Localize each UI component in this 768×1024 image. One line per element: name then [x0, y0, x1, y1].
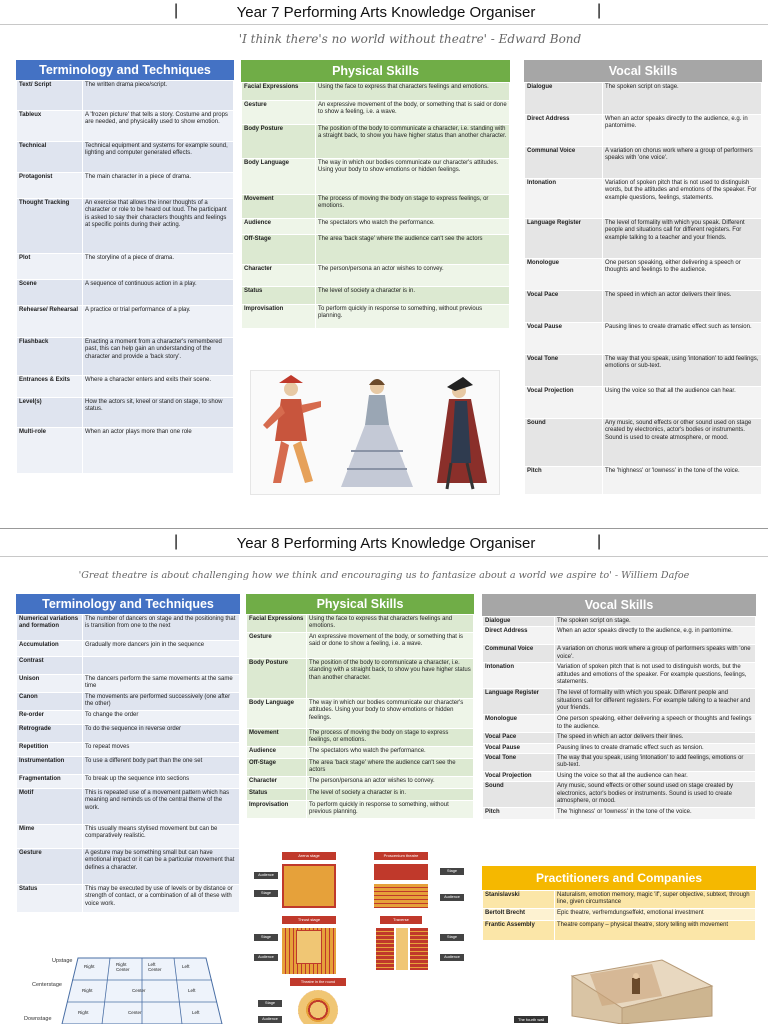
definition-cell: How the actors sit, kneel or stand on stage, to show status.: [83, 398, 234, 428]
term-cell: Vocal Pause: [525, 323, 603, 355]
centerstage-label: Centerstage: [32, 982, 62, 988]
table-row: [483, 771, 756, 781]
thrust-stage-floor: [296, 930, 322, 964]
definition-cell: Any music, sound effects or other sound used on stage created by electronics, actor's bodies or instruments. Sound is used to create atmosphere, or mood.: [555, 782, 756, 808]
term-cell: Level(s): [17, 398, 83, 428]
stage-cell: Right: [78, 1010, 89, 1015]
definition-cell: The area 'back stage' where the audience can't see the actors: [316, 235, 510, 265]
table-row: [17, 280, 234, 306]
table-row: [17, 376, 234, 398]
definition-cell: A variation on chorus work where a group of performers speaks with 'one voice'.: [603, 147, 762, 179]
definition-cell: Theatre company – physical theatre, story telling with movement: [555, 921, 756, 941]
table-row: [525, 467, 762, 495]
table-row: [242, 219, 510, 235]
definition-cell: The level of society a character is in.: [316, 287, 510, 305]
stage-cell: Left: [182, 964, 190, 969]
table-row: [247, 729, 474, 747]
stage-label: Stage: [258, 1000, 282, 1007]
term-cell: Re-order: [17, 711, 83, 725]
term-cell: Monologue: [525, 259, 603, 291]
audience-label: Audience: [254, 872, 278, 879]
definition-cell: The spectators who watch the performance.: [316, 219, 510, 235]
definition-cell: To perform quickly in response to something, without previous planning.: [307, 800, 474, 818]
term-cell: Frantic Assembly: [483, 921, 555, 941]
definition-cell: Epic theatre, verfremdungseffekt, emotional investment: [555, 909, 756, 921]
definition-cell: When an actor speaks directly to the audience, e.g. in pantomime.: [555, 627, 756, 645]
y8-terminology-heading: Terminology and Techniques: [16, 594, 240, 614]
stage-label: Stage: [440, 868, 464, 875]
table-row: [525, 115, 762, 147]
term-cell: Language Register: [525, 219, 603, 259]
definition-cell: One person speaking, either delivering a speech or thoughts and feelings to the audience.: [555, 715, 756, 733]
term-cell: Language Register: [483, 689, 555, 715]
term-cell: Intonation: [483, 663, 555, 689]
table-row: [17, 111, 234, 142]
term-cell: Numerical variations and formation: [17, 615, 83, 641]
table-row: [525, 259, 762, 291]
term-cell: Protagonist: [17, 173, 83, 199]
traverse-seats-left: [376, 928, 394, 970]
definition-cell: The position of the body to communicate a character, i.e. standing with a straight back, to show you have higher status than another character.: [307, 659, 474, 699]
term-cell: Status: [17, 885, 83, 913]
definition-cell: A variation on chorus work where a group of performers speaks with 'one voice'.: [555, 645, 756, 663]
definition-cell: The way that you speak, using 'intonation' to add feelings, emotions or sub-text.: [603, 355, 762, 387]
term-cell: Pitch: [483, 808, 555, 820]
stage-type-label: Theatre in the round: [290, 978, 346, 986]
definition-cell: The number of dancers on stage and the positioning that is transition from one to the next: [83, 615, 240, 641]
y7-terminology-heading: Terminology and Techniques: [16, 60, 234, 80]
y7-vocal-heading: Vocal Skills: [524, 60, 762, 82]
term-cell: Gesture: [17, 849, 83, 885]
fourth-wall-illustration: [512, 956, 748, 1024]
definition-cell: To perform quickly in response to something, without previous planning.: [316, 305, 510, 329]
table-row: [17, 825, 240, 849]
table-row: [17, 885, 240, 913]
term-cell: Scene: [17, 280, 83, 306]
y8-terminology-table: [16, 614, 240, 913]
table-row: [17, 725, 240, 743]
table-row: [483, 617, 756, 627]
arena-stage-shape: [282, 864, 336, 908]
term-cell: Multi-role: [17, 428, 83, 474]
definition-cell: An exercise that allows the inner thoughts of a character or role to be heard out loud. The participant is asked to say their characters thoughts and feelings at specific points during their acting.: [83, 199, 234, 254]
definition-cell: Any music, sound effects or other sound used on stage created by electronics, actor's bodies or instruments. Sound is used to create atmosphere, or mood.: [603, 419, 762, 467]
term-cell: Vocal Tone: [525, 355, 603, 387]
definition-cell: A 'frozen picture' that tells a story. Costume and props are needed, and physicality used to show emotion.: [83, 111, 234, 142]
y8-physical-heading: Physical Skills: [246, 594, 474, 614]
y8-practitioners-heading: Practitioners and Companies: [482, 866, 756, 890]
table-row: [483, 627, 756, 645]
table-row: [247, 659, 474, 699]
definition-cell: The level of society a character is in.: [307, 788, 474, 800]
proscenium-stage-shape: [374, 864, 428, 880]
table-row: [17, 142, 234, 173]
table-row: [17, 789, 240, 825]
term-cell: Status: [247, 788, 307, 800]
table-row: [17, 306, 234, 338]
definition-cell: The level of formality with which you speak. Different people and situations call for different registers. For example talking to a teacher and your friends.: [555, 689, 756, 715]
table-row: [242, 195, 510, 219]
definition-cell: The main character in a piece of drama.: [83, 173, 234, 199]
definition-cell: An expressive movement of the body, or something that is said or done to show a feeling, i.e. a wave.: [316, 101, 510, 125]
definition-cell: The spoken script on stage.: [555, 617, 756, 627]
term-cell: Intonation: [525, 179, 603, 219]
definition-cell: [83, 657, 240, 675]
definition-cell: Technical equipment and systems for example sound, lighting and computer generated effects.: [83, 142, 234, 173]
table-row: [483, 689, 756, 715]
term-cell: Canon: [17, 693, 83, 711]
table-row: [483, 808, 756, 820]
definition-cell: The position of the body to communicate a character, i.e. standing with a straight back, to show you have higher status than another character.: [316, 125, 510, 159]
term-cell: Pitch: [525, 467, 603, 495]
term-cell: Improvisation: [242, 305, 316, 329]
term-cell: Character: [242, 265, 316, 287]
term-cell: Direct Address: [525, 115, 603, 147]
term-cell: Stanislavski: [483, 891, 555, 909]
stage-cell: Left Center: [148, 962, 162, 972]
title-divider-right: |: [597, 533, 602, 550]
table-row: [247, 633, 474, 659]
table-row: [483, 715, 756, 733]
table-row: [247, 615, 474, 633]
y8-practitioners-panel: [482, 866, 756, 950]
term-cell: Motif: [17, 789, 83, 825]
definition-cell: Naturalism, emotion memory, magic 'if', super objective, subtext, through line, given circumstance: [555, 891, 756, 909]
definition-cell: Gradually more dancers join in the sequence: [83, 641, 240, 657]
definition-cell: The movements are performed successively (one after the other): [83, 693, 240, 711]
definition-cell: The way in which our bodies communicate our character's attitudes. Using your body to show emotions or hidden feelings.: [307, 699, 474, 729]
definition-cell: The 'highness' or 'lowness' in the tone of the voice.: [603, 467, 762, 495]
term-cell: Audience: [247, 747, 307, 759]
term-cell: Text/ Script: [17, 81, 83, 111]
y8-vocal-table: [482, 616, 756, 820]
costume-illustration: [250, 370, 500, 495]
term-cell: Dialogue: [483, 617, 555, 627]
definition-cell: Using the face to express that characters feelings and emotions.: [316, 83, 510, 101]
table-row: [17, 81, 234, 111]
definition-cell: Using the voice so that all the audience can hear.: [555, 771, 756, 781]
term-cell: Flashback: [17, 338, 83, 376]
definition-cell: The way in which our bodies communicate our character's attitudes. Using your body to show emotions or hidden feelings.: [316, 159, 510, 195]
term-cell: Body Posture: [242, 125, 316, 159]
y8-vocal-heading: Vocal Skills: [482, 594, 756, 616]
table-row: [483, 891, 756, 909]
table-row: [242, 101, 510, 125]
term-cell: Bertolt Brecht: [483, 909, 555, 921]
stage-cell: Right: [82, 988, 93, 993]
table-row: [242, 305, 510, 329]
stage-type-label: Proscenium theatre: [374, 852, 428, 860]
stage-positions-diagram: [16, 950, 240, 1024]
y8-physical-table: [246, 614, 474, 819]
table-row: [525, 179, 762, 219]
audience-label: Audience: [440, 954, 464, 961]
y7-vocal-table: [524, 82, 762, 495]
term-cell: Instrumentation: [17, 757, 83, 775]
table-row: [483, 743, 756, 753]
table-row: [525, 323, 762, 355]
term-cell: Vocal Pace: [483, 733, 555, 743]
y7-vocal-panel: [524, 60, 762, 515]
table-row: [483, 753, 756, 771]
definition-cell: The written drama piece/script.: [83, 81, 234, 111]
y8-page-title: Year 8 Performing Arts Knowledge Organiser: [236, 535, 536, 552]
definition-cell: Variation of spoken pitch that is not used to distinguish words, but the attitudes and emotions of the speaker. For example questions, feelings, statements.: [555, 663, 756, 689]
y7-physical-table: [241, 82, 510, 329]
term-cell: Thought Tracking: [17, 199, 83, 254]
definition-cell: This is repeated use of a movement pattern which has meaning and reminds us of the central theme of the work.: [83, 789, 240, 825]
audience-label: Audience: [254, 954, 278, 961]
table-row: [483, 663, 756, 689]
section-separator: [0, 528, 768, 529]
term-cell: Rehearse/ Rehearsal: [17, 306, 83, 338]
definition-cell: A gesture may be something small but can have emotional impact or it can be a particular movement that defines a character.: [83, 849, 240, 885]
stage-label: Stage: [254, 934, 278, 941]
stage-type-label: Arena stage: [282, 852, 336, 860]
definition-cell: The person/persona an actor wishes to convey.: [307, 776, 474, 788]
term-cell: Off-Stage: [242, 235, 316, 265]
stage-types-diagram: [252, 850, 474, 1024]
definition-cell: The 'highness' or 'lowness' in the tone of the voice.: [555, 808, 756, 820]
definition-cell: The area 'back stage' where the audience can't see the actors: [307, 759, 474, 777]
stage-cell: Right: [84, 964, 95, 969]
table-row: [525, 355, 762, 387]
table-row: [17, 254, 234, 280]
term-cell: Technical: [17, 142, 83, 173]
y8-vocal-panel: [482, 594, 756, 856]
definition-cell: When an actor speaks directly to the audience, e.g. in pantomime.: [603, 115, 762, 147]
table-row: [483, 733, 756, 743]
term-cell: Vocal Pause: [483, 743, 555, 753]
definition-cell: A practice or trial performance of a play.: [83, 306, 234, 338]
term-cell: Movement: [247, 729, 307, 747]
table-row: [525, 387, 762, 419]
term-cell: Communal Voice: [483, 645, 555, 663]
term-cell: Status: [242, 287, 316, 305]
term-cell: Plot: [17, 254, 83, 280]
y7-terminology-panel: [16, 60, 234, 515]
table-row: [525, 83, 762, 115]
term-cell: Sound: [483, 782, 555, 808]
proscenium-seats-shape: [374, 884, 428, 908]
table-row: [17, 657, 240, 675]
title-divider-right: |: [597, 2, 602, 19]
table-row: [242, 265, 510, 287]
table-row: [17, 199, 234, 254]
term-cell: Retrograde: [17, 725, 83, 743]
term-cell: Vocal Projection: [483, 771, 555, 781]
upstage-label: Upstage: [52, 958, 73, 964]
table-row: [17, 398, 234, 428]
term-cell: Movement: [242, 195, 316, 219]
definition-cell: To use a different body part than the one set: [83, 757, 240, 775]
table-row: [17, 757, 240, 775]
table-row: [17, 849, 240, 885]
stage-cell: Center: [132, 988, 146, 993]
definition-cell: To change the order: [83, 711, 240, 725]
traverse-stage-shape: [396, 928, 408, 970]
table-row: [17, 675, 240, 693]
term-cell: Accumulation: [17, 641, 83, 657]
stage-label: Stage: [254, 890, 278, 897]
term-cell: Monologue: [483, 715, 555, 733]
term-cell: Dialogue: [525, 83, 603, 115]
definition-cell: Enacting a moment from a character's remembered past, this can help gain an understanding of the character and provide a 'back story'.: [83, 338, 234, 376]
table-row: [525, 147, 762, 179]
term-cell: Gesture: [247, 633, 307, 659]
definition-cell: Variation of spoken pitch that is not used to distinguish words, but the attitudes and emotions of the speaker. For example questions, feelings, statements.: [603, 179, 762, 219]
table-row: [17, 693, 240, 711]
table-row: [483, 645, 756, 663]
title-divider-left: |: [174, 533, 179, 550]
title-rule: [0, 556, 768, 557]
y7-quote: 'I think there's no world without theatre' - Edward Bond: [238, 32, 582, 46]
table-row: [247, 747, 474, 759]
definition-cell: The storyline of a piece of drama.: [83, 254, 234, 280]
table-row: [17, 775, 240, 789]
term-cell: Vocal Pace: [525, 291, 603, 323]
table-row: [247, 759, 474, 777]
table-row: [17, 428, 234, 474]
definition-cell: The speed in which an actor delivers their lines.: [603, 291, 762, 323]
in-the-round-shape: [298, 990, 338, 1024]
term-cell: Communal Voice: [525, 147, 603, 179]
definition-cell: The way that you speak, using 'intonation' to add feelings, emotions or sub-text.: [555, 753, 756, 771]
definition-cell: Pausing lines to create dramatic effect such as tension.: [603, 323, 762, 355]
definition-cell: Using the face to express that characters feelings and emotions.: [307, 615, 474, 633]
definition-cell: The spoken script on stage.: [603, 83, 762, 115]
table-row: [242, 125, 510, 159]
term-cell: Off-Stage: [247, 759, 307, 777]
stage-label: Stage: [440, 934, 464, 941]
definition-cell: The level of formality with which you speak. Different people and situations call for different registers. For example talking to a teacher and your friends.: [603, 219, 762, 259]
stage-cell: Left: [188, 988, 196, 993]
fourth-wall-label: The fourth wall: [514, 1016, 548, 1023]
definition-cell: To break up the sequence into sections: [83, 775, 240, 789]
y8-quote: 'Great theatre is about challenging how we think and encouraging us to fantasize about a world we aspire to' - Williem Dafoe: [78, 570, 690, 581]
table-row: [242, 83, 510, 101]
definition-cell: The speed in which an actor delivers their lines.: [555, 733, 756, 743]
term-cell: Direct Address: [483, 627, 555, 645]
y7-terminology-table: [16, 80, 234, 474]
y7-physical-panel: [241, 60, 510, 350]
downstage-label: Downstage: [24, 1016, 52, 1022]
table-row: [247, 776, 474, 788]
table-row: [525, 419, 762, 467]
definition-cell: To repeat moves: [83, 743, 240, 757]
audience-label: Audience: [440, 894, 464, 901]
definition-cell: One person speaking, either delivering a speech or thoughts and feelings to the audience.: [603, 259, 762, 291]
term-cell: Audience: [242, 219, 316, 235]
table-row: [17, 338, 234, 376]
definition-cell: To do the sequence in reverse order: [83, 725, 240, 743]
term-cell: Contrast: [17, 657, 83, 675]
table-row: [483, 921, 756, 941]
term-cell: Body Language: [247, 699, 307, 729]
table-row: [242, 287, 510, 305]
y8-terminology-panel: [16, 594, 240, 944]
title-divider-left: |: [174, 2, 179, 19]
table-row: [17, 743, 240, 757]
table-row: [483, 782, 756, 808]
table-row: [525, 219, 762, 259]
term-cell: Body Posture: [247, 659, 307, 699]
audience-label: Audience: [258, 1016, 282, 1023]
table-row: [242, 235, 510, 265]
table-row: [525, 291, 762, 323]
term-cell: Tableux: [17, 111, 83, 142]
definition-cell: An expressive movement of the body, or something that is said or done to show a feeling, i.e. a wave.: [307, 633, 474, 659]
y8-practitioners-table: [482, 890, 756, 941]
definition-cell: This may be executed by use of levels or by distance or strength of contact, or a combination of all of these with voice work.: [83, 885, 240, 913]
definition-cell: A sequence of continuous action in a play.: [83, 280, 234, 306]
table-row: [17, 173, 234, 199]
stage-type-label: Traverse: [380, 916, 422, 924]
table-row: [247, 699, 474, 729]
table-row: [483, 909, 756, 921]
definition-cell: The process of moving the body on stage to express feelings, or emotions.: [316, 195, 510, 219]
table-row: [242, 159, 510, 195]
term-cell: Entrances & Exits: [17, 376, 83, 398]
stage-type-label: Thrust stage: [282, 916, 336, 924]
y7-page-title: Year 7 Performing Arts Knowledge Organiser: [236, 4, 536, 21]
term-cell: Facial Expressions: [242, 83, 316, 101]
definition-cell: This usually means stylised movement but can be comparatively realistic.: [83, 825, 240, 849]
term-cell: Character: [247, 776, 307, 788]
term-cell: Unison: [17, 675, 83, 693]
term-cell: Improvisation: [247, 800, 307, 818]
term-cell: Fragmentation: [17, 775, 83, 789]
table-row: [247, 800, 474, 818]
traverse-seats-right: [410, 928, 428, 970]
stage-cell: Left: [192, 1010, 200, 1015]
definition-cell: When an actor plays more than one role: [83, 428, 234, 474]
definition-cell: The spectators who watch the performance.: [307, 747, 474, 759]
term-cell: Facial Expressions: [247, 615, 307, 633]
term-cell: Vocal Tone: [483, 753, 555, 771]
y7-physical-heading: Physical Skills: [241, 60, 510, 82]
definition-cell: Where a character enters and exits their scene.: [83, 376, 234, 398]
definition-cell: The process of moving the body on stage to express feelings, or emotions.: [307, 729, 474, 747]
stage-cell: Center: [128, 1010, 142, 1015]
term-cell: Body Language: [242, 159, 316, 195]
table-row: [247, 788, 474, 800]
term-cell: Vocal Projection: [525, 387, 603, 419]
table-row: [17, 711, 240, 725]
title-rule: [0, 24, 768, 25]
term-cell: Mime: [17, 825, 83, 849]
costume-figures-image: [251, 371, 501, 496]
table-row: [17, 615, 240, 641]
table-row: [17, 641, 240, 657]
definition-cell: Pausing lines to create dramatic effect such as tension.: [555, 743, 756, 753]
y8-physical-panel: [246, 594, 474, 844]
stage-cell: Right Center: [116, 962, 130, 972]
term-cell: Gesture: [242, 101, 316, 125]
definition-cell: The person/persona an actor wishes to convey.: [316, 265, 510, 287]
term-cell: Sound: [525, 419, 603, 467]
definition-cell: Using the voice so that all the audience can hear.: [603, 387, 762, 419]
definition-cell: The dancers perform the same movements at the same time: [83, 675, 240, 693]
term-cell: Repetition: [17, 743, 83, 757]
